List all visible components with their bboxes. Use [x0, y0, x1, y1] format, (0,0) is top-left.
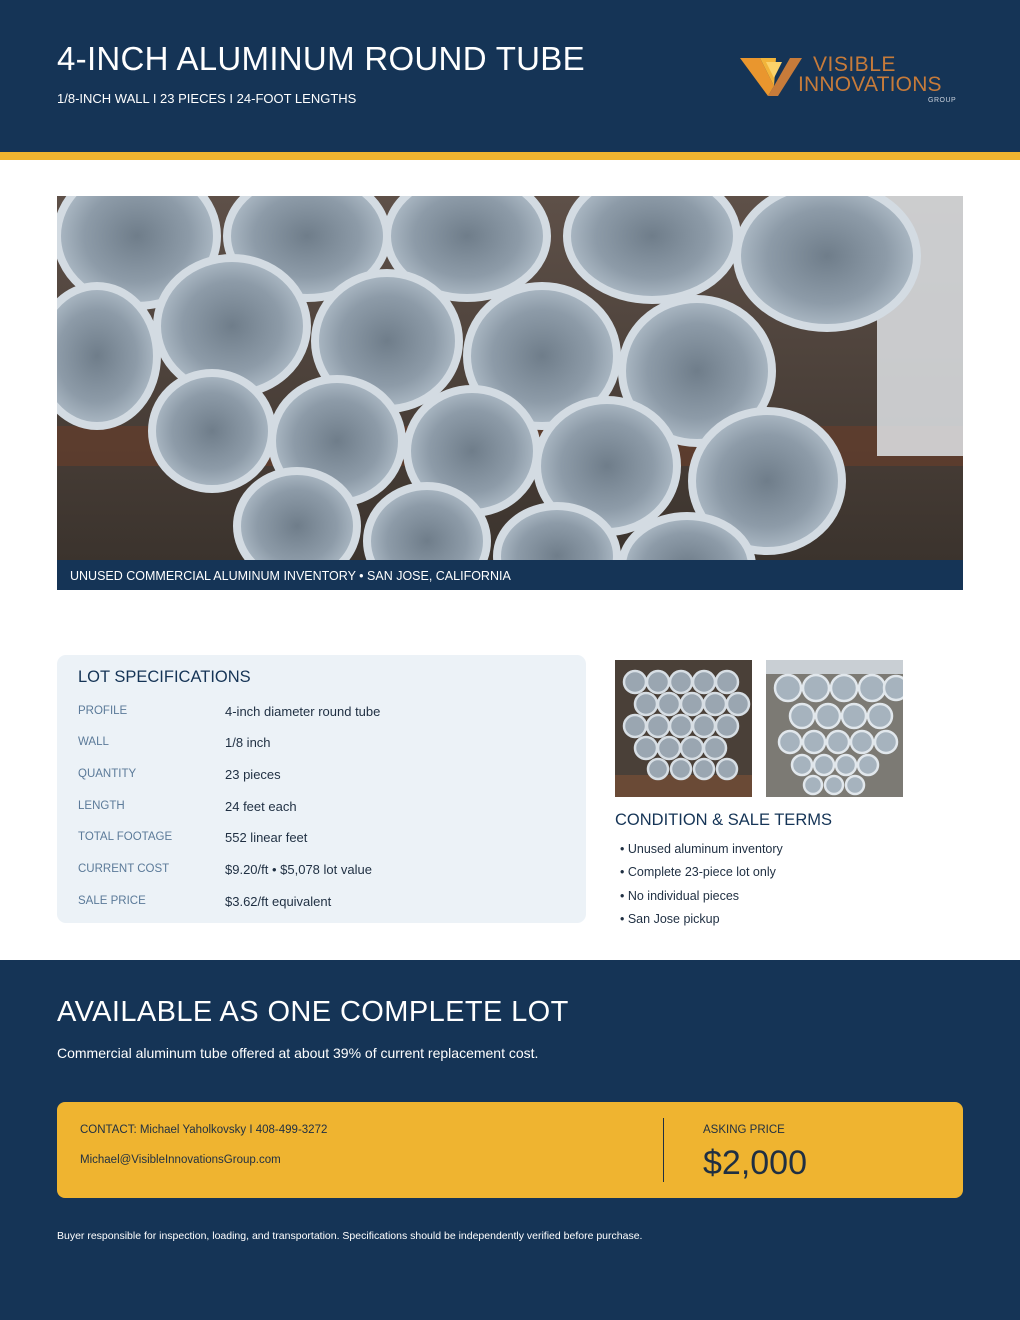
condition-item: • Complete 23-piece lot only: [620, 865, 776, 879]
disclaimer-text: Buyer responsible for inspection, loading, and transportation. Specifications should be independently verified before purchase.: [57, 1230, 643, 1242]
page-subtitle: 1/8-INCH WALL I 23 PIECES I 24-FOOT LENGTHS: [57, 91, 357, 106]
company-logo: [738, 52, 968, 108]
spec-row-wall: [78, 736, 558, 756]
spec-value: $9.20/ft • $5,078 lot value: [225, 862, 372, 877]
spec-label: TOTAL FOOTAGE: [78, 831, 173, 843]
header-accent-stripe: [0, 152, 1020, 160]
spec-value: 552 linear feet: [225, 830, 308, 845]
contact-price-panel: [57, 1102, 963, 1198]
logo-text-innovations: INNOVATIONS: [798, 73, 942, 96]
spec-label: WALL: [78, 736, 109, 748]
logo-text-group: GROUP: [928, 97, 957, 104]
hero-caption: UNUSED COMMERCIAL ALUMINUM INVENTORY • SAN JOSE, CALIFORNIA: [57, 560, 963, 590]
hero-image: [57, 196, 963, 560]
page-title: 4-INCH ALUMINUM ROUND TUBE: [57, 40, 585, 77]
footer-title: AVAILABLE AS ONE COMPLETE LOT: [57, 996, 569, 1028]
spec-row-sale-price: [78, 895, 558, 915]
footer-subtitle: Commercial aluminum tube offered at about 39% of current replacement cost.: [57, 1045, 539, 1061]
condition-item: • San Jose pickup: [620, 912, 720, 926]
spec-row-quantity: [78, 768, 558, 788]
spec-value: 4-inch diameter round tube: [225, 704, 381, 719]
asking-price-label: ASKING PRICE: [703, 1124, 785, 1136]
contact-email-link[interactable]: Michael@VisibleInnovationsGroup.com: [80, 1154, 281, 1166]
panel-divider: [663, 1118, 664, 1182]
spec-value: 1/8 inch: [225, 735, 271, 750]
stacked-tubes-illustration: [57, 196, 963, 560]
spec-row-total-footage: [78, 831, 558, 851]
spec-label: CURRENT COST: [78, 863, 170, 875]
spec-row-length: [78, 800, 558, 820]
spec-value: $3.62/ft equivalent: [225, 894, 332, 909]
specifications-title: LOT SPECIFICATIONS: [78, 668, 251, 686]
spec-label: SALE PRICE: [78, 895, 146, 907]
condition-item: • No individual pieces: [620, 889, 740, 903]
tube-stack-photo-2: [766, 660, 903, 797]
condition-terms-title: CONDITION & SALE TERMS: [615, 811, 832, 829]
spec-value: 24 feet each: [225, 799, 297, 814]
contact-line: CONTACT: Michael Yaholkovsky I 408-499-3272: [80, 1124, 328, 1136]
asking-price-value: $2,000: [703, 1144, 807, 1182]
tube-stack-photo-1: [615, 660, 752, 797]
condition-item: • Unused aluminum inventory: [620, 842, 783, 856]
spec-label: QUANTITY: [78, 768, 137, 780]
spec-value: 23 pieces: [225, 767, 281, 782]
logo-text-visible: VISIBLE: [813, 53, 896, 76]
lot-specifications-card: [57, 655, 586, 923]
spec-label: LENGTH: [78, 800, 125, 812]
spec-row-current-cost: [78, 863, 558, 883]
spec-row-profile: [78, 705, 558, 725]
spec-label: PROFILE: [78, 705, 128, 717]
